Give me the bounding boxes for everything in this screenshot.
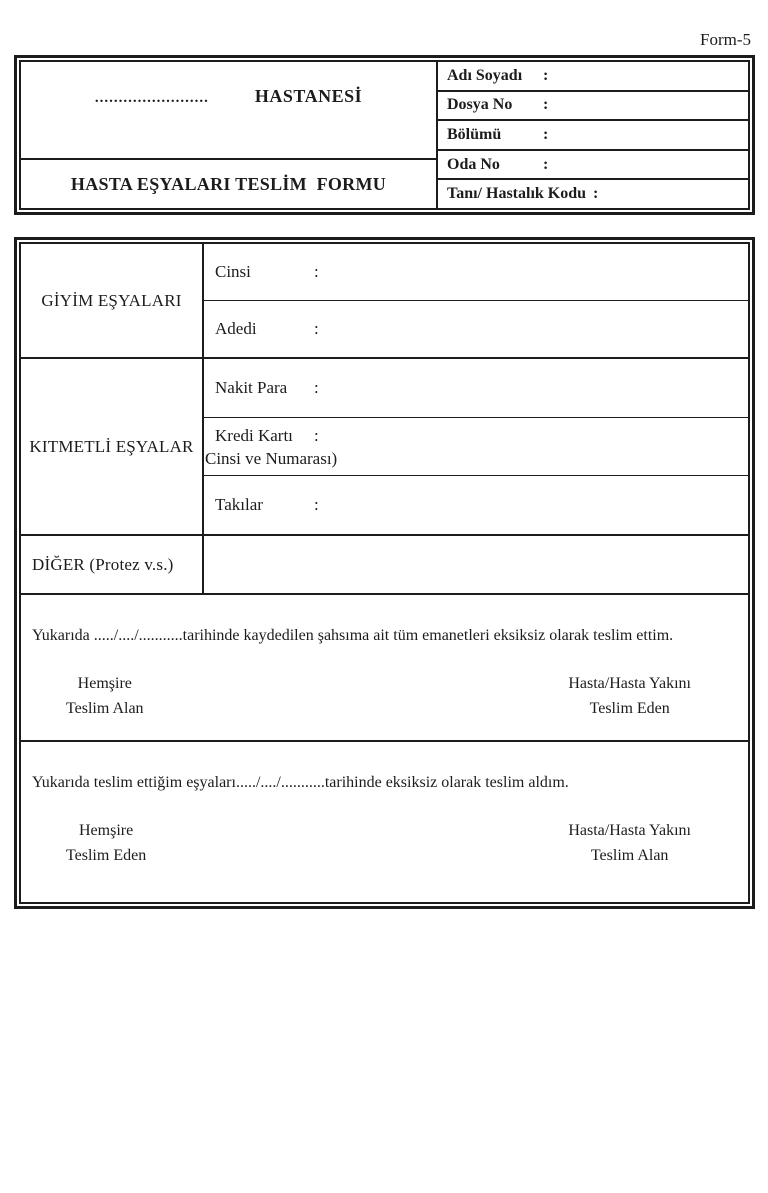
row-label: Kredi Kartı — [215, 425, 293, 445]
declaration-items-returned — [21, 740, 748, 902]
field-label: Adı Soyadı — [447, 66, 523, 84]
row-colon: : — [314, 425, 319, 445]
field-tani-hastalik-kodu — [438, 178, 748, 208]
row-colon: : — [314, 262, 319, 281]
hospital-name-cell — [21, 62, 436, 158]
declaration-patient-received — [21, 593, 748, 740]
row-colon: : — [314, 377, 319, 397]
field-oda-no — [438, 149, 748, 179]
header-table — [14, 55, 755, 215]
signature-left — [66, 671, 144, 721]
group-label: GİYİM EŞYALARI — [21, 244, 204, 357]
field-label: Oda No — [447, 155, 500, 173]
row-colon: : — [314, 495, 319, 515]
field-label: Bölümü — [447, 125, 502, 143]
signature-left — [66, 818, 146, 868]
row-colon: : — [314, 319, 319, 338]
group-label: DİĞER (Protez v.s.) — [21, 536, 204, 593]
field-dosya-no — [438, 90, 748, 120]
signature-duty: Teslim Eden — [66, 847, 147, 864]
group-giyim-esyalari — [21, 244, 748, 357]
group-rows — [204, 244, 748, 357]
field-adi-soyadi — [438, 62, 748, 90]
items-table — [14, 237, 755, 909]
declaration-text: Yukarıda teslim ettiğim eşyaları...../..../...........tarihinde eksiksiz olarak teslim aldım. — [32, 774, 569, 791]
row-label: Adedi — [215, 319, 257, 338]
group-rows — [204, 359, 748, 534]
signature-duty: Teslim Alan — [66, 700, 144, 717]
row-cinsi — [204, 244, 748, 300]
form-number: Form-5 — [700, 30, 751, 49]
signature-role: Hasta/Hasta Yakını — [568, 675, 691, 692]
field-colon: : — [543, 96, 549, 114]
row-line — [215, 424, 748, 447]
row-label: Cinsi — [215, 262, 251, 281]
row-sublabel: Cinsi ve Numarası) — [205, 448, 338, 468]
patient-info-column — [436, 62, 748, 208]
field-colon: : — [543, 155, 549, 173]
form-title: HASTA EŞYALARI TESLİM FORMU — [21, 158, 436, 208]
signature-duty: Teslim Alan — [590, 847, 669, 864]
field-colon: : — [593, 185, 599, 203]
diger-value-cell — [204, 536, 748, 593]
row-adedi — [204, 300, 748, 357]
row-label: Nakit Para — [215, 377, 288, 397]
items-table-inner — [19, 242, 750, 904]
field-label: Tanı/ Hastalık Kodu — [447, 185, 587, 203]
hospital-name-blank-dots: ........................ — [94, 90, 209, 106]
signature-row — [66, 671, 691, 721]
field-label: Dosya No — [447, 96, 513, 114]
row-nakit-para — [204, 359, 748, 417]
row-takilar — [204, 475, 748, 534]
signature-role: Hasta/Hasta Yakını — [568, 822, 691, 839]
header-left-column — [21, 62, 436, 208]
field-colon: : — [543, 66, 549, 84]
field-colon: : — [543, 125, 549, 143]
group-diger — [21, 534, 748, 593]
signature-right — [568, 671, 691, 721]
declaration-text: Yukarıda ...../..../...........tarihinde kaydedilen şahsıma ait tüm emanetleri eksiksiz olarak teslim ettim. — [32, 627, 674, 644]
group-kiymetli-esyalar — [21, 357, 748, 534]
hospital-name-label: HASTANESİ — [254, 86, 363, 106]
signature-role: Hemşire — [77, 675, 132, 692]
row-label: Takılar — [215, 495, 263, 515]
group-label: KITMETLİ EŞYALAR — [21, 359, 204, 534]
signature-role: Hemşire — [79, 822, 134, 839]
signature-duty: Teslim Eden — [589, 700, 670, 717]
signature-row — [66, 818, 691, 868]
signature-right — [568, 818, 691, 868]
header-table-inner — [19, 60, 750, 210]
field-bolumu — [438, 119, 748, 149]
row-kredi-karti — [204, 417, 748, 476]
